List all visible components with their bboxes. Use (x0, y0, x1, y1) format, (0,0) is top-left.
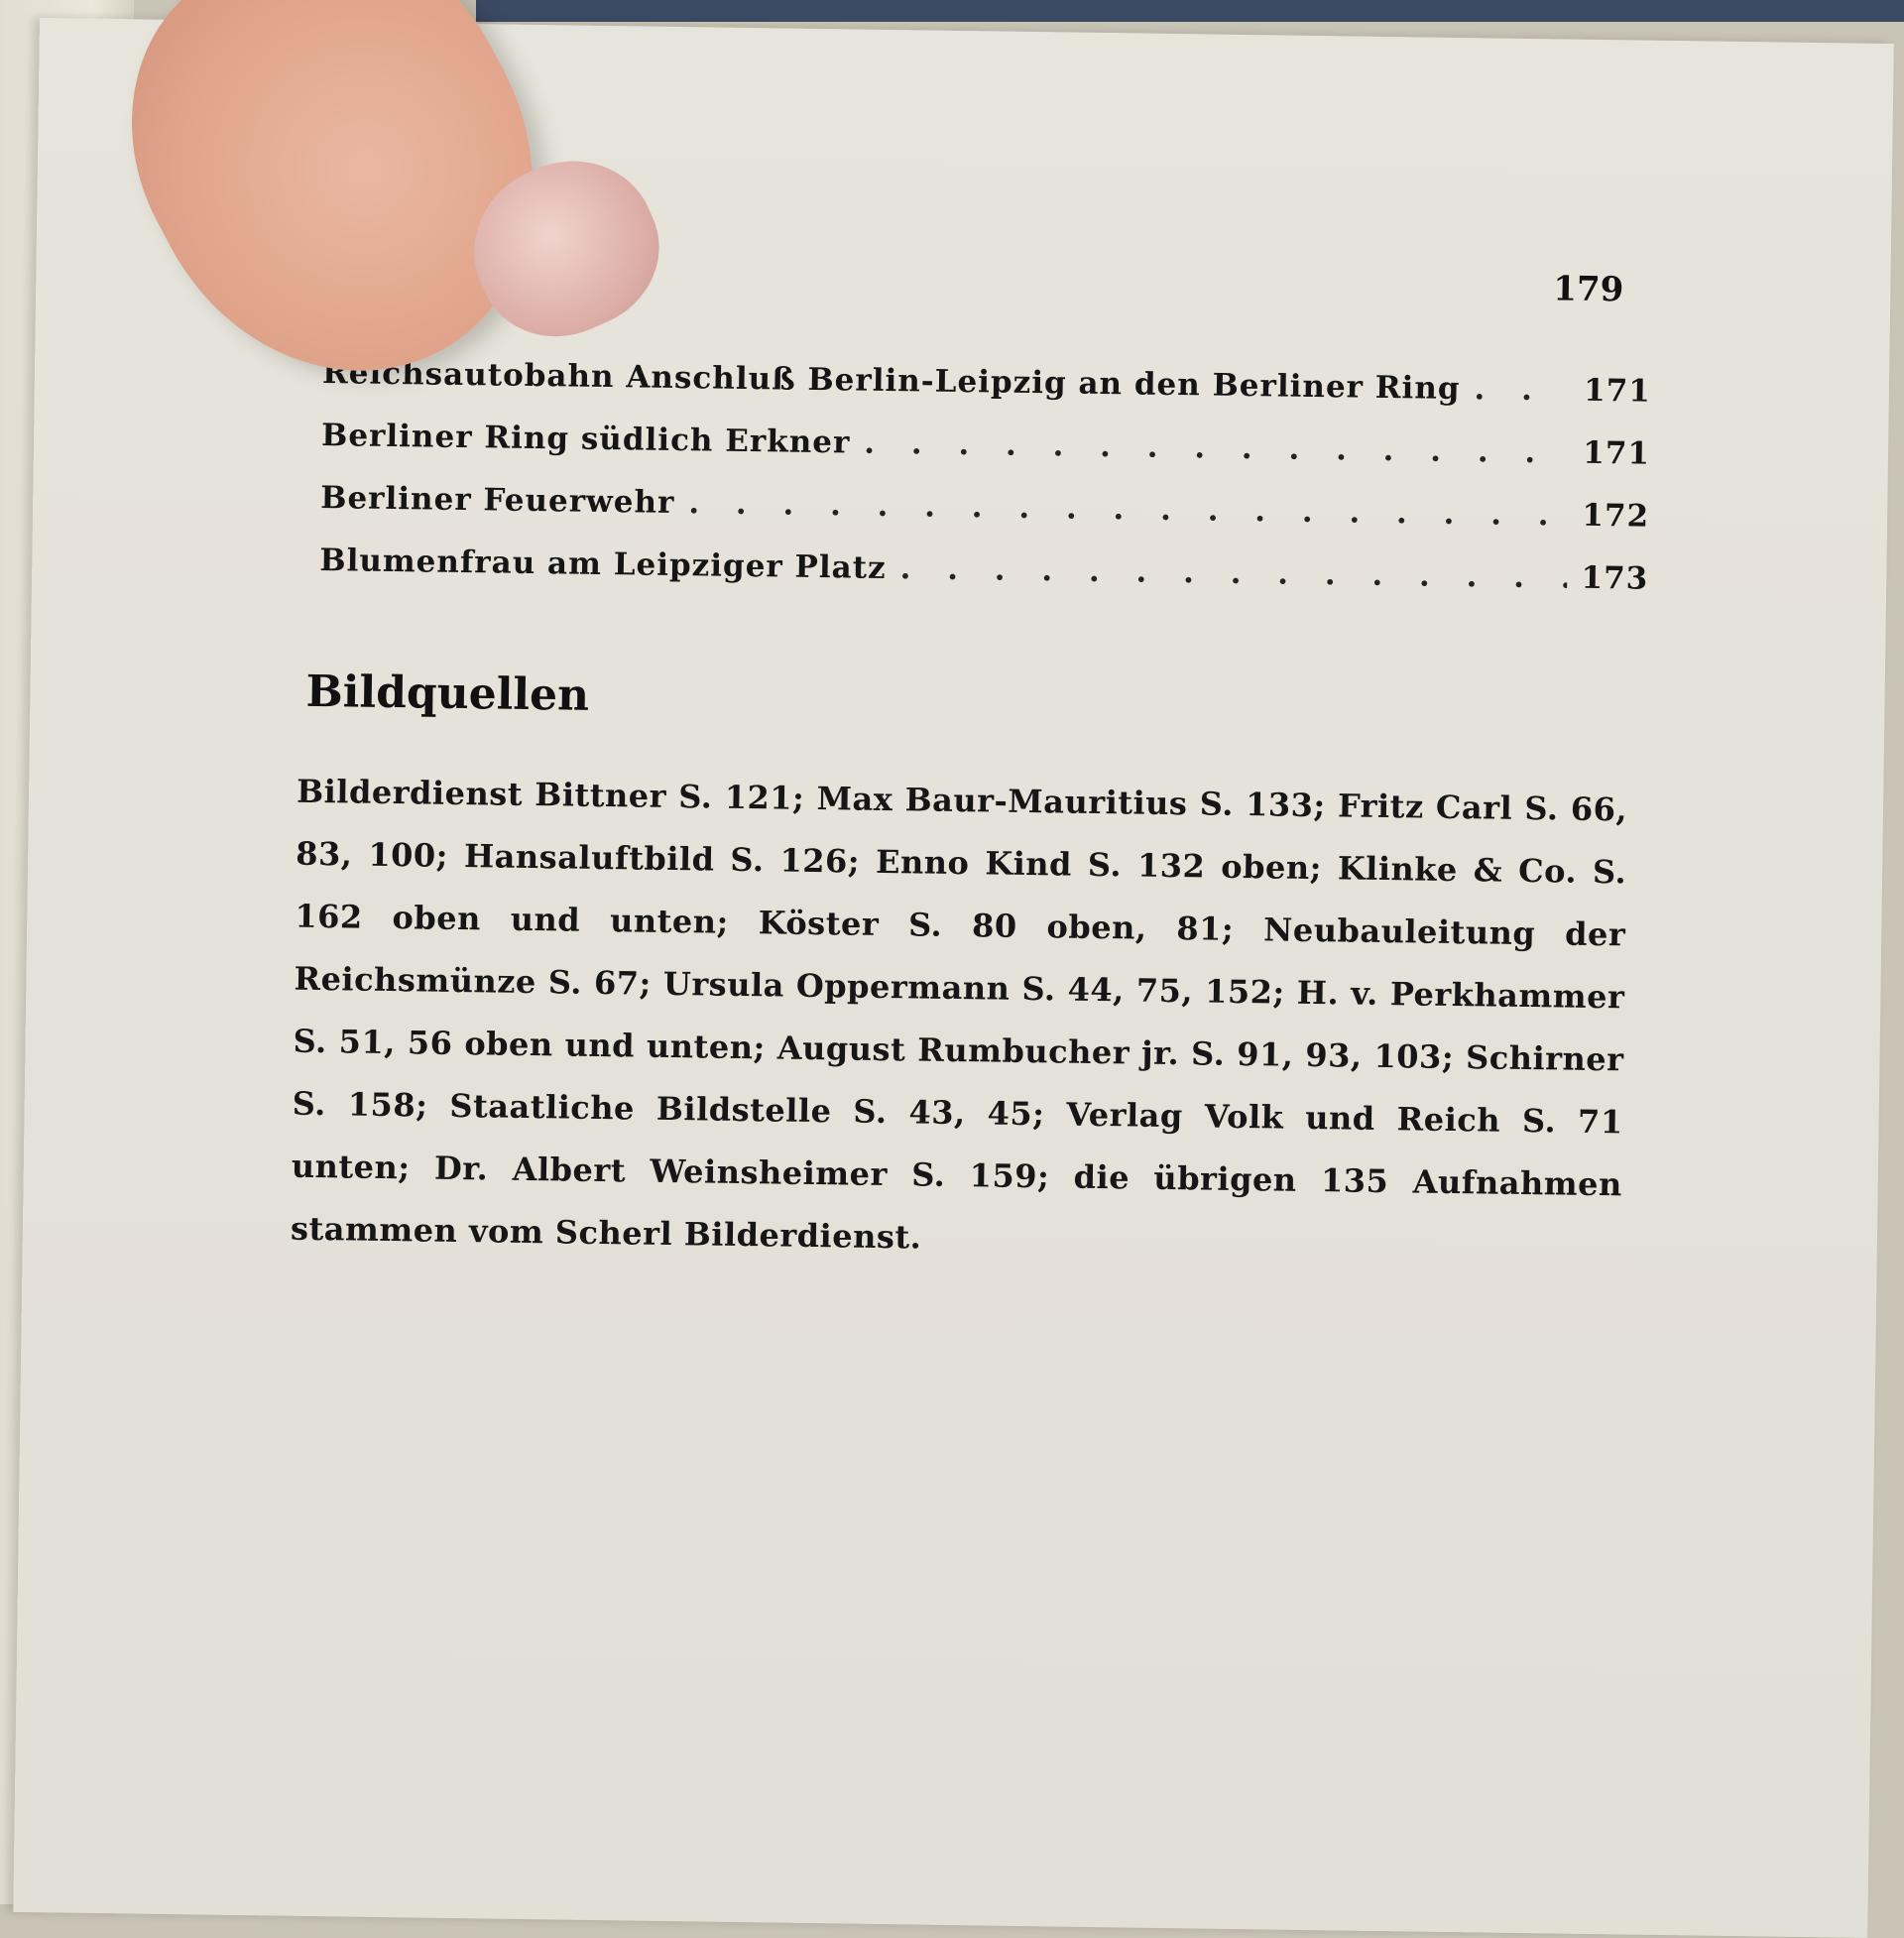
book-cover-edge (476, 0, 1904, 22)
dot-leader (1474, 371, 1570, 408)
toc-entry-label: Blumenfrau am Leipziger Platz (319, 542, 887, 586)
toc-entry-label: Berliner Ring südlich Erkner (320, 418, 851, 461)
toc-entry-page: 171 (1583, 434, 1651, 472)
page-number: 179 (1553, 269, 1624, 310)
toc-list (319, 355, 1651, 624)
section-heading: Bildquellen (305, 666, 590, 721)
toc-entry-page: 172 (1582, 497, 1650, 535)
toc-entry-page: 171 (1583, 372, 1652, 410)
image-credits-paragraph: Bilderdienst Bittner S. 121; Max Baur-Mauritius S. 133; Fritz Carl S. 66, 83, 100; Hansaluftbild S. 126; Enno Kind S. 132 oben; Klinke & Co. S. 162 oben und unten; Köster S. 80 oben, 81; Neubauleitung der Reichsmünze S. 67; Ursula Oppermann S. 44, 75, 152; H. v. Perkhammer S. 51, 56 oben und unten; August Rumbucher jr. S. 91, 93, 103; Schirner S. 158; Staatliche Bildstelle S. 43, 45; Verlag Volk und Reich S. 71 unten; Dr. Albert Weinsheimer S. 159; die übrigen 135 Aufnahmen stammen vom Scherl Bilderdienst. (290, 772, 1628, 1257)
toc-entry-page: 173 (1581, 559, 1649, 597)
toc-entry-label: Berliner Feuerwehr (320, 480, 675, 521)
toc-entry-label: Reichsautobahn Anschluß Berlin-Leipzig an den Berliner Ring (321, 355, 1461, 408)
